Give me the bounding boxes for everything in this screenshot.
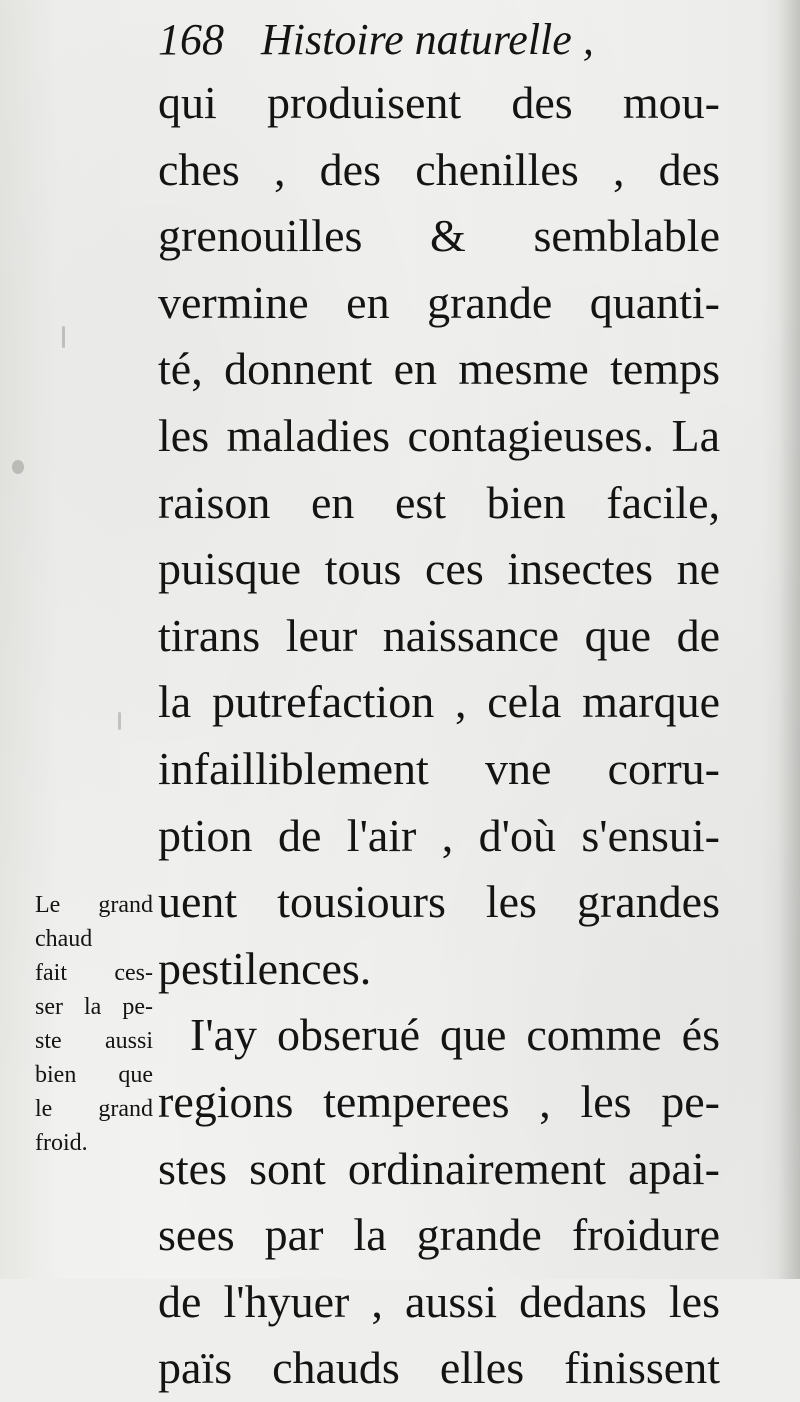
text-line: pestilences.: [158, 942, 372, 994]
text-line: les maladies contagieuses. La: [158, 409, 720, 461]
text-line: la putrefaction , cela marque: [158, 676, 720, 728]
body-text: [158, 70, 720, 1402]
text-line: I'ay obserué que comme és: [190, 1009, 720, 1061]
text-line: païs chauds elles finissent: [158, 1342, 720, 1394]
paper-speck: [12, 460, 24, 474]
note-line: chaud: [35, 926, 93, 952]
running-title: Histoire naturelle ,: [261, 15, 594, 64]
text-line: ption de l'air , d'où s'ensui-: [158, 809, 720, 861]
text-line: stes sont ordinairement apai-: [158, 1142, 720, 1194]
text-line: raison en est bien facile,: [158, 476, 720, 528]
text-line: de l'hyuer , aussi dedans les: [158, 1275, 720, 1327]
paper-speck: [62, 326, 65, 348]
text-line: qui produisent des mou-: [158, 77, 720, 128]
note-line: ste aussi: [35, 1028, 153, 1054]
marginal-note: [35, 888, 153, 1160]
text-line: grenouilles & semblable: [158, 210, 720, 262]
text-line: regions temperees , les pe-: [158, 1075, 720, 1127]
text-line: tirans leur naissance que de: [158, 609, 720, 661]
note-line: froid.: [35, 1130, 88, 1156]
note-line: ser la pe-: [35, 994, 153, 1020]
text-line: vermine en grande quanti-: [158, 276, 720, 328]
text-line: infailliblement vne corru-: [158, 742, 720, 794]
paper-speck: [118, 712, 121, 730]
page-header: [158, 14, 594, 65]
page-number: 168: [158, 15, 224, 64]
text-line: uent tousiours les grandes: [158, 876, 720, 928]
note-line: le grand: [35, 1096, 153, 1122]
note-line: Le grand: [35, 892, 153, 918]
text-line: té, donnent en mesme temps: [158, 343, 720, 395]
note-line: fait ces-: [35, 960, 153, 986]
text-line: puisque tous ces insectes ne: [158, 543, 720, 595]
text-line: ches , des chenilles , des: [158, 143, 720, 195]
note-line: bien que: [35, 1062, 153, 1088]
page-edge-shadow: [778, 0, 800, 1279]
text-line: sees par la grande froidure: [158, 1209, 720, 1261]
